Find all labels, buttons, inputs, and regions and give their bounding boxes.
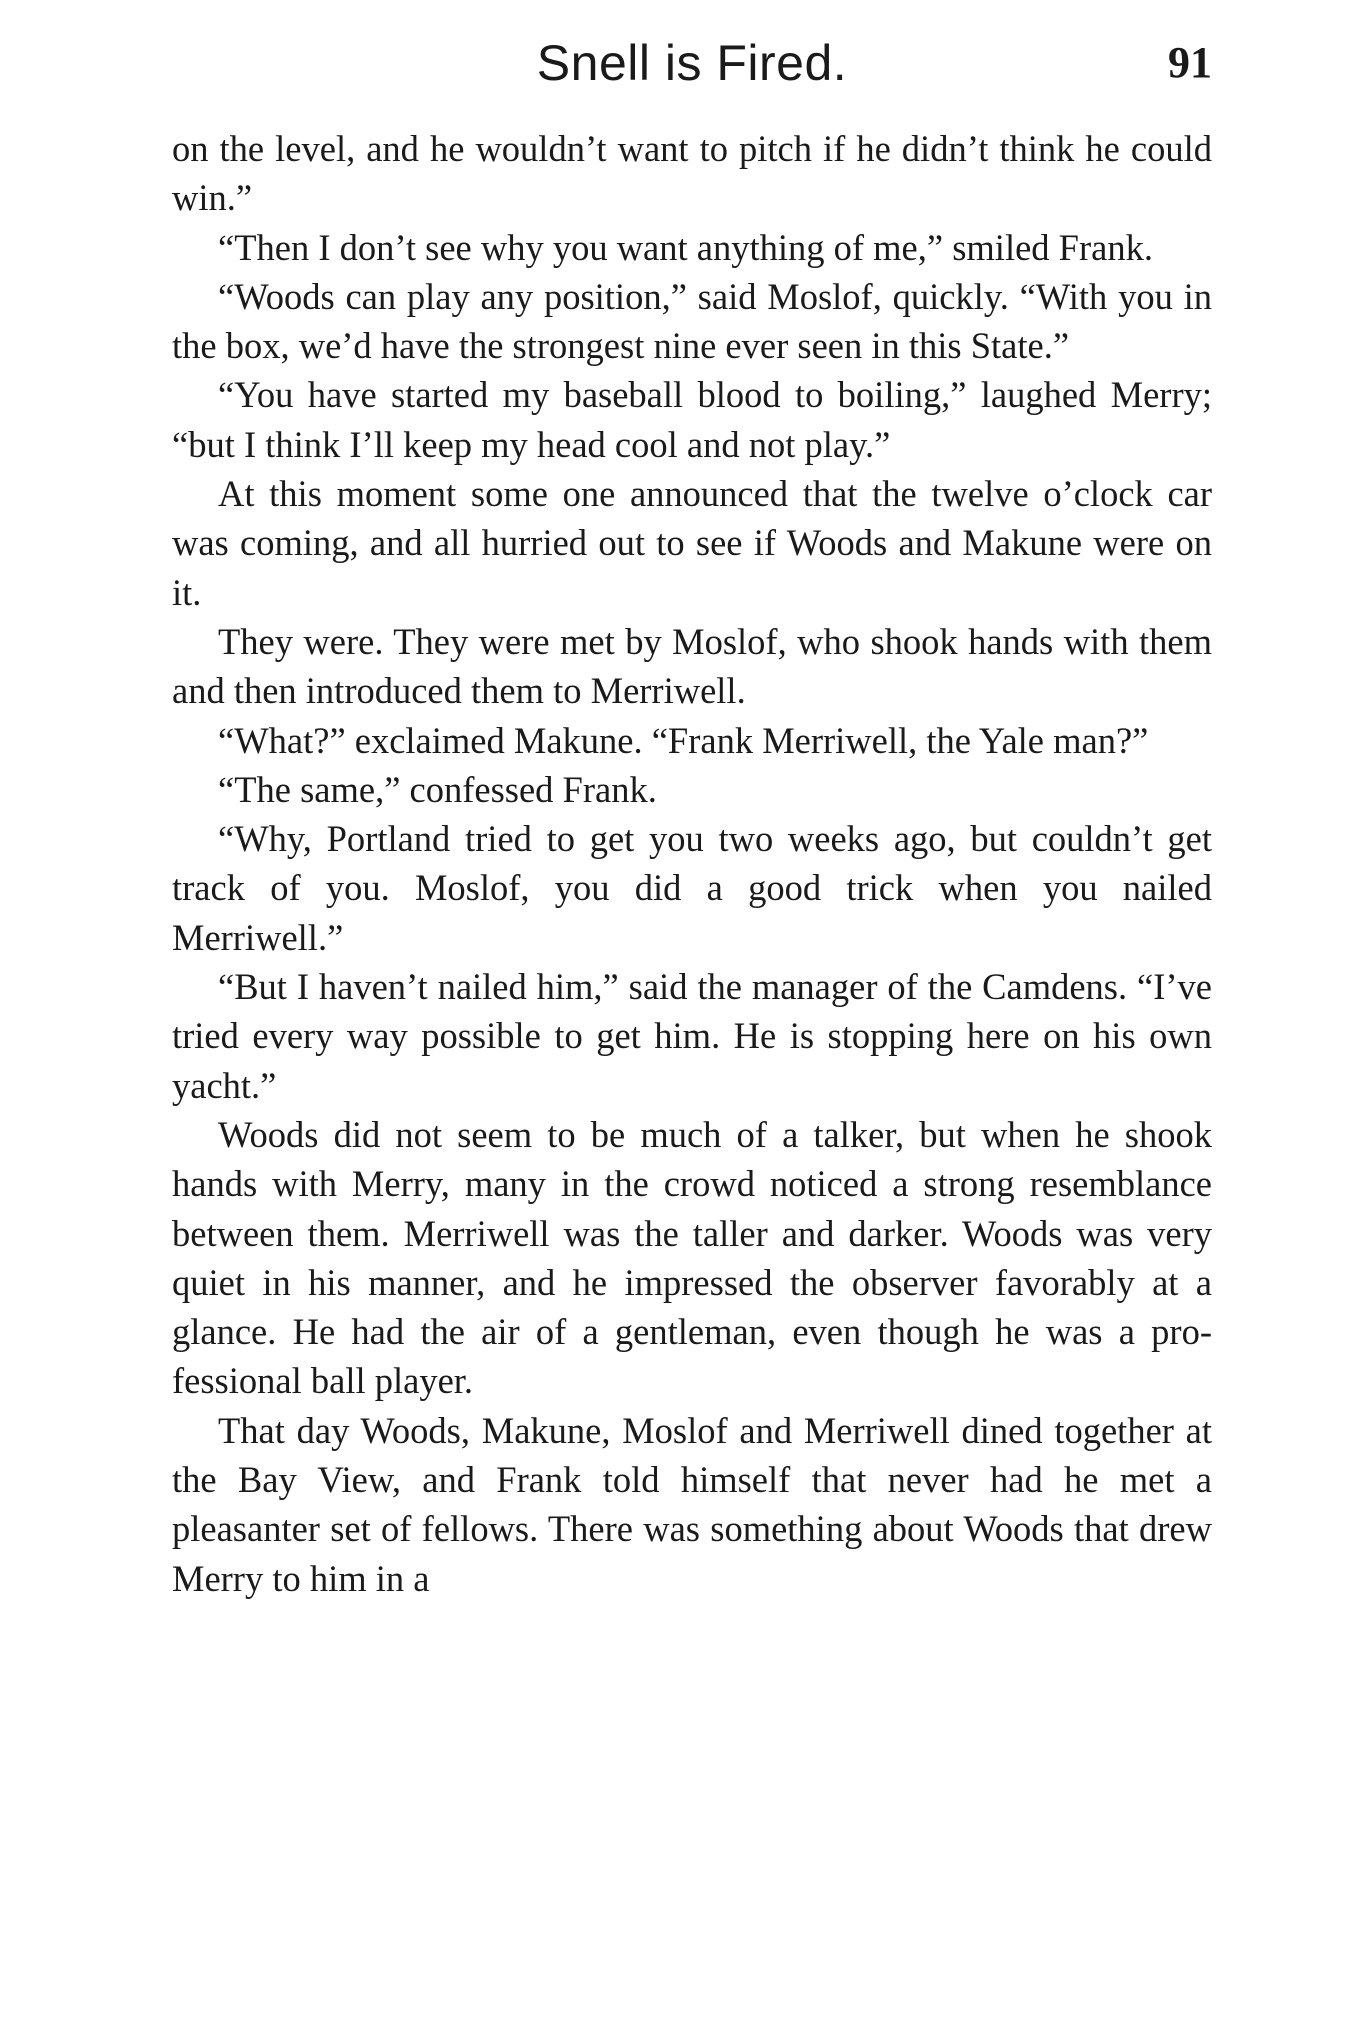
paragraph-3: “Woods can play any position,” said Moslof, quickly. “With you in the box, we’d have the strongest nine ever seen in this State.”: [172, 275, 1212, 367]
paragraph-9: “Why, Portland tried to get you two weeks ago, but couldn’t get track of you. Moslof, you did a good trick when you nailed Merriwell.”: [172, 818, 1212, 958]
paragraph-11: Woods did not seem to be much of a talker, but when he shook hands with Merry, many in the crowd noticed a strong resemblance between them. Merriwell was the taller and darker. Woods was very quiet in his manner, and he impressed the observer favorably at a glance. He had the air of a gentleman, even though he was a professional ball player.: [172, 1113, 1212, 1402]
paragraph-1: on the level, and he wouldn’t want to pitch if he didn’t think he could win.”: [172, 128, 1212, 219]
page-number: 91: [1168, 38, 1212, 87]
paragraph-8: “The same,” confessed Frank.: [218, 768, 657, 810]
paragraph-4: “You have started my baseball blood to boiling,” laughed Merry; “but I think I’ll keep my head cool and not play.”: [172, 374, 1212, 465]
paragraph-7: “What?” exclaimed Makune. “Frank Merriwell, the Yale man?”: [218, 719, 1149, 761]
running-head: [172, 28, 1212, 98]
chapter-title: Snell is Fired.: [536, 35, 848, 91]
paragraph-12: That day Woods, Makune, Moslof and Merriwell dined together at the Bay View, and Frank told himself that never had he met a pleasanter set of fellows. There was something about Woods that drew Merry to him in a: [172, 1409, 1212, 1599]
paragraph-10: “But I haven’t nailed him,” said the manager of the Camdens. “I’ve tried every way possible to get him. He is stopping here on his own yacht.”: [172, 966, 1212, 1106]
paragraph-2: “Then I don’t see why you want anything of me,” smiled Frank.: [218, 226, 1153, 268]
paragraph-6: They were. They were met by Moslof, who shook hands with them and then introduced them to Merriwell.: [172, 620, 1212, 712]
paragraph-5: At this moment some one announced that the twelve o’clock car was coming, and all hurried out to see if Woods and Makune were on it.: [172, 473, 1212, 613]
body-text: [172, 124, 1212, 1603]
